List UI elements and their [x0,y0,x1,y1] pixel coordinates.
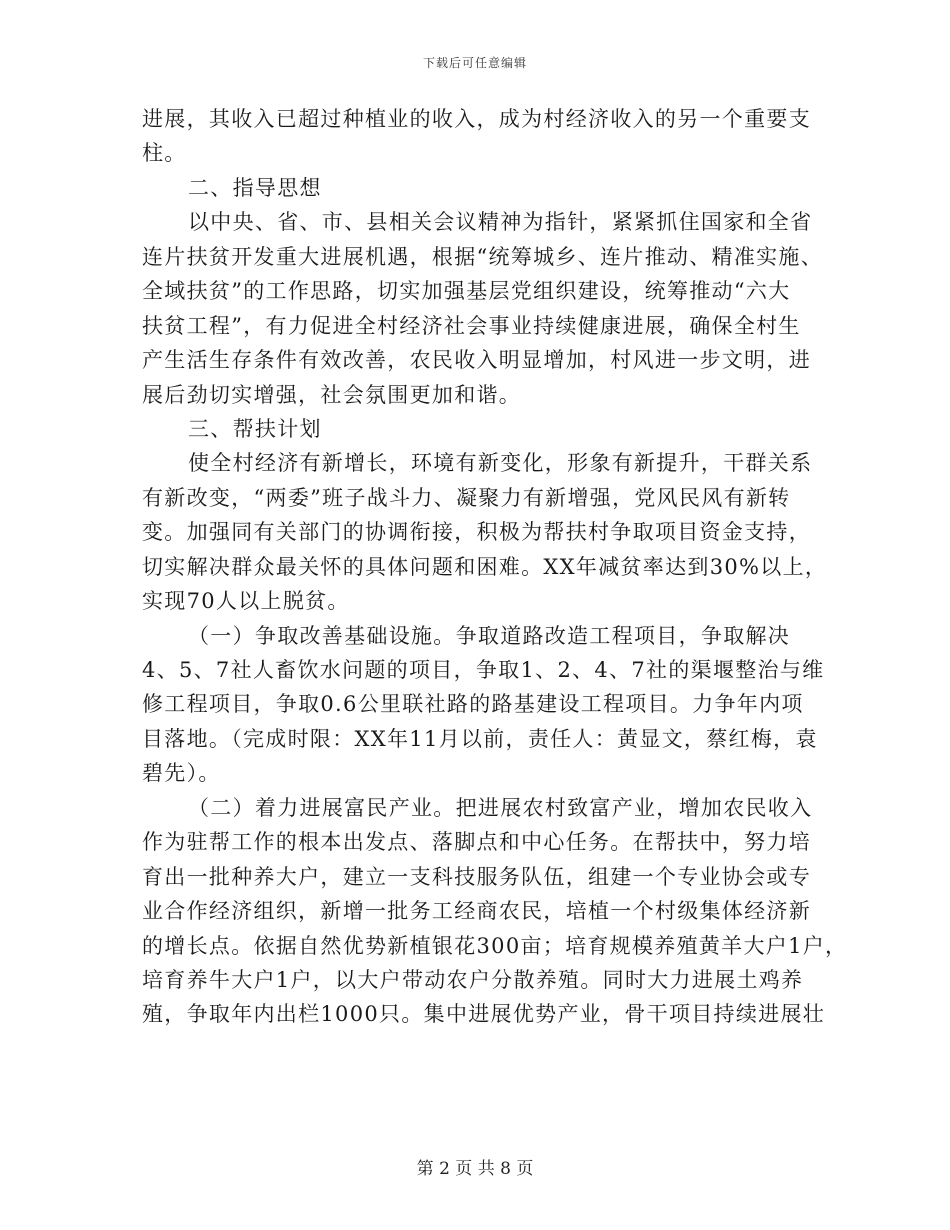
document-body [142,102,848,1032]
text-line: 以中央、省、市、县相关会议精神为指针，紧紧抓住国家和全省 [188,210,813,235]
text-line: 展后劲切实增强，社会氛围更加和谐。 [142,382,522,407]
text-line: 育出一批种养大户，建立一支科技服务队伍，组建一个专业协会或专 [142,864,811,889]
text-line: 业合作经济组织，新增一批务工经商农民，培植一个村级集体经济新 [142,899,811,924]
text-line: 目落地。（完成时限：XX年11月以前，责任人：黄显文，蔡红梅，袁 [142,726,818,751]
text-line: （二）着力进展富民产业。把进展农村致富产业，增加农民收入 [188,795,813,820]
text-line: 作为驻帮工作的根本出发点、落脚点和中心任务。在帮扶中，努力培 [142,830,811,855]
text-line: 全域扶贫”的工作思路，切实加强基层党组织建设，统筹推动“六大 [142,279,791,304]
text-line: 进展，其收入已超过种植业的收入，成为村经济收入的另一个重要支 [142,107,811,131]
text-line: 有新改变，“两委”班子战斗力、凝聚力有新增强，党风民风有新转 [142,485,791,510]
text-line: 切实解决群众最关怀的具体问题和困难。XX年减贫率达到30%以上， [142,554,828,579]
page-header: 下载后可任意编辑 [422,56,527,70]
text-line: 二、指导思想 [188,175,322,200]
text-line: 的增长点。依据自然优势新植银花300亩；培育规模养殖黄羊大户1户， [142,933,848,958]
text-line: 柱。 [142,141,187,166]
text-line: 变。加强同有关部门的协调衔接，积极为帮扶村争取项目资金支持， [142,520,811,545]
text-line: 扶贫工程”，有力促进全村经济社会事业持续健康进展，确保全村生 [142,313,801,338]
text-line: 培育养牛大户1户，以大户带动农户分散养殖。同时大力进展土鸡养 [142,967,804,992]
text-line: 三、帮扶计划 [188,416,322,441]
page-footer: 第 2 页 共 8 页 [416,1159,534,1179]
text-line: 4、5、7社人畜饮水问题的项目，争取1、2、4、7社的渠堰整治与维 [142,658,825,682]
text-line: （一）争取改善基础设施。争取道路改造工程项目，争取解决 [188,623,791,648]
text-line: 殖，争取年内出栏1000只。集中进展优势产业，骨干项目持续进展壮 [142,1002,826,1027]
text-line: 使全村经济有新增长，环境有新变化，形象有新提升，干群关系 [188,451,813,476]
text-line: 产生活生存条件有效改善，农民收入明显增加，村风进一步文明，进 [142,348,811,373]
text-line: 碧先）。 [142,761,221,786]
text-line: 连片扶贫开发重大进展机遇，根据“统筹城乡、连片推动、精准实施、 [142,244,824,269]
text-line: 实现70人以上脱贫。 [142,589,350,614]
text-line: 修工程项目，争取0.6公里联社路的路基建设工程项目。力争年内项 [142,692,804,717]
